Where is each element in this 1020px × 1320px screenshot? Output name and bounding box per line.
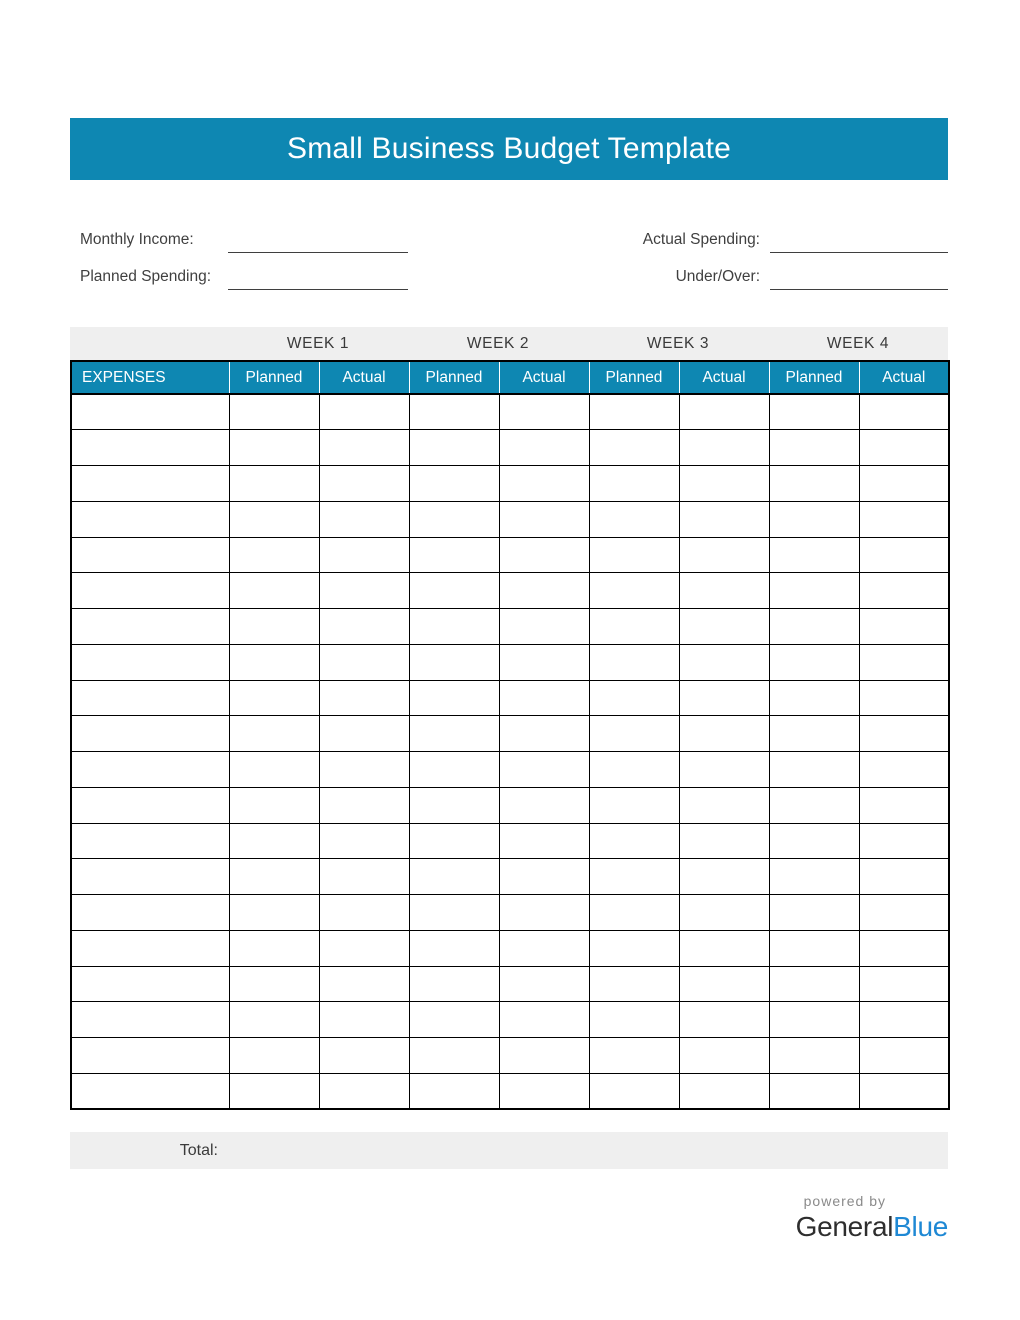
table-row — [71, 609, 949, 645]
week2-planned-header: Planned — [409, 361, 499, 394]
table-row — [71, 501, 949, 537]
amount-cell[interactable] — [679, 1073, 769, 1109]
amount-cell[interactable] — [589, 1073, 679, 1109]
amount-cell[interactable] — [859, 716, 949, 752]
table-row — [71, 823, 949, 859]
amount-cell[interactable] — [319, 966, 409, 1002]
amount-cell[interactable] — [499, 430, 589, 466]
amount-cell[interactable] — [409, 394, 499, 430]
amount-cell[interactable] — [769, 716, 859, 752]
amount-cell[interactable] — [499, 930, 589, 966]
expense-name-cell[interactable] — [71, 823, 229, 859]
week4-planned-header: Planned — [769, 361, 859, 394]
expense-name-cell[interactable] — [71, 930, 229, 966]
expense-name-cell[interactable] — [71, 501, 229, 537]
amount-cell[interactable] — [319, 609, 409, 645]
week3-actual-header: Actual — [679, 361, 769, 394]
amount-cell[interactable] — [499, 1002, 589, 1038]
amount-cell[interactable] — [679, 787, 769, 823]
amount-cell[interactable] — [769, 501, 859, 537]
amount-cell[interactable] — [409, 823, 499, 859]
expense-name-cell[interactable] — [71, 859, 229, 895]
week-4-header: WEEK 4 — [826, 334, 890, 352]
amount-cell[interactable] — [859, 787, 949, 823]
amount-cell[interactable] — [409, 1038, 499, 1074]
amount-cell[interactable] — [229, 787, 319, 823]
amount-cell[interactable] — [859, 823, 949, 859]
amount-cell[interactable] — [679, 609, 769, 645]
amount-cell[interactable] — [769, 859, 859, 895]
expense-name-cell[interactable] — [71, 573, 229, 609]
amount-cell[interactable] — [589, 537, 679, 573]
amount-cell[interactable] — [319, 573, 409, 609]
amount-cell[interactable] — [229, 930, 319, 966]
generalblue-logo — [796, 1193, 948, 1243]
amount-cell[interactable] — [589, 644, 679, 680]
amount-cell[interactable] — [859, 1038, 949, 1074]
amount-cell[interactable] — [859, 501, 949, 537]
amount-cell[interactable] — [589, 859, 679, 895]
amount-cell[interactable] — [679, 930, 769, 966]
page-title: Small Business Budget Template — [286, 132, 732, 165]
week-header-band — [70, 327, 948, 360]
table-row — [71, 716, 949, 752]
amount-cell[interactable] — [589, 466, 679, 502]
amount-cell[interactable] — [229, 430, 319, 466]
week1-actual-header: Actual — [319, 361, 409, 394]
amount-cell[interactable] — [859, 609, 949, 645]
amount-cell[interactable] — [229, 501, 319, 537]
expense-name-cell[interactable] — [71, 430, 229, 466]
amount-cell[interactable] — [319, 895, 409, 931]
amount-cell[interactable] — [229, 466, 319, 502]
budget-table-body — [71, 394, 949, 1109]
amount-cell[interactable] — [859, 537, 949, 573]
amount-cell[interactable] — [499, 680, 589, 716]
amount-cell[interactable] — [499, 466, 589, 502]
week-3-header: WEEK 3 — [646, 334, 710, 352]
expense-name-cell[interactable] — [71, 394, 229, 430]
table-row — [71, 573, 949, 609]
amount-cell[interactable] — [589, 1002, 679, 1038]
amount-cell[interactable] — [229, 644, 319, 680]
amount-cell[interactable] — [769, 787, 859, 823]
amount-cell[interactable] — [409, 752, 499, 788]
amount-cell[interactable] — [769, 680, 859, 716]
expense-name-cell[interactable] — [71, 787, 229, 823]
expense-name-cell[interactable] — [71, 966, 229, 1002]
amount-cell[interactable] — [319, 787, 409, 823]
expense-name-cell[interactable] — [71, 537, 229, 573]
expense-name-cell[interactable] — [71, 1038, 229, 1074]
column-header-row — [71, 361, 949, 394]
amount-cell[interactable] — [229, 394, 319, 430]
amount-cell[interactable] — [319, 930, 409, 966]
table-row — [71, 430, 949, 466]
actual-spending-field[interactable] — [770, 231, 948, 253]
week1-planned-header: Planned — [229, 361, 319, 394]
amount-cell[interactable] — [499, 859, 589, 895]
amount-cell[interactable] — [499, 895, 589, 931]
amount-cell[interactable] — [769, 573, 859, 609]
amount-cell[interactable] — [859, 573, 949, 609]
amount-cell[interactable] — [229, 716, 319, 752]
amount-cell[interactable] — [859, 466, 949, 502]
table-row — [71, 680, 949, 716]
amount-cell[interactable] — [499, 609, 589, 645]
actual-spending-label: Actual Spending: — [642, 231, 760, 248]
amount-cell[interactable] — [769, 1038, 859, 1074]
week3-planned-header: Planned — [589, 361, 679, 394]
table-row — [71, 859, 949, 895]
amount-cell[interactable] — [679, 716, 769, 752]
amount-cell[interactable] — [859, 966, 949, 1002]
amount-cell[interactable] — [499, 716, 589, 752]
amount-cell[interactable] — [499, 823, 589, 859]
amount-cell[interactable] — [499, 752, 589, 788]
total-label: Total: — [179, 1141, 218, 1159]
amount-cell[interactable] — [409, 644, 499, 680]
under-over-field[interactable] — [770, 268, 948, 290]
powered-by-text: powered by — [803, 1193, 887, 1209]
amount-cell[interactable] — [409, 966, 499, 1002]
week4-actual-header: Actual — [859, 361, 949, 394]
amount-cell[interactable] — [769, 537, 859, 573]
amount-cell[interactable] — [769, 430, 859, 466]
amount-cell[interactable] — [409, 1002, 499, 1038]
amount-cell[interactable] — [679, 573, 769, 609]
monthly-income-label: Monthly Income: — [80, 231, 194, 248]
amount-cell[interactable] — [589, 1038, 679, 1074]
amount-cell[interactable] — [409, 859, 499, 895]
amount-cell[interactable] — [409, 573, 499, 609]
amount-cell[interactable] — [769, 1073, 859, 1109]
expense-name-cell[interactable] — [71, 609, 229, 645]
amount-cell[interactable] — [679, 1038, 769, 1074]
amount-cell[interactable] — [229, 895, 319, 931]
amount-cell[interactable] — [409, 537, 499, 573]
amount-cell[interactable] — [409, 466, 499, 502]
amount-cell[interactable] — [859, 1073, 949, 1109]
amount-cell[interactable] — [589, 930, 679, 966]
amount-cell[interactable] — [409, 895, 499, 931]
amount-cell[interactable] — [769, 394, 859, 430]
week-2-header: WEEK 2 — [466, 334, 530, 352]
amount-cell[interactable] — [589, 752, 679, 788]
amount-cell[interactable] — [679, 501, 769, 537]
table-row — [71, 537, 949, 573]
amount-cell[interactable] — [679, 466, 769, 502]
amount-cell[interactable] — [679, 823, 769, 859]
amount-cell[interactable] — [319, 430, 409, 466]
amount-cell[interactable] — [859, 752, 949, 788]
expense-name-cell[interactable] — [71, 716, 229, 752]
amount-cell[interactable] — [859, 680, 949, 716]
amount-cell[interactable] — [679, 1002, 769, 1038]
amount-cell[interactable] — [319, 716, 409, 752]
amount-cell[interactable] — [409, 1073, 499, 1109]
amount-cell[interactable] — [769, 466, 859, 502]
amount-cell[interactable] — [679, 644, 769, 680]
amount-cell[interactable] — [679, 430, 769, 466]
amount-cell[interactable] — [319, 1038, 409, 1074]
title-banner — [70, 118, 948, 180]
amount-cell[interactable] — [319, 859, 409, 895]
amount-cell[interactable] — [229, 573, 319, 609]
expense-name-cell[interactable] — [71, 1002, 229, 1038]
amount-cell[interactable] — [229, 859, 319, 895]
amount-cell[interactable] — [229, 752, 319, 788]
brand-wordmark — [796, 1211, 948, 1243]
planned-spending-label: Planned Spending: — [80, 268, 212, 285]
monthly-income-field[interactable] — [228, 231, 408, 253]
table-row — [71, 787, 949, 823]
amount-cell[interactable] — [589, 966, 679, 1002]
amount-cell[interactable] — [679, 859, 769, 895]
amount-cell[interactable] — [769, 895, 859, 931]
amount-cell[interactable] — [859, 644, 949, 680]
amount-cell[interactable] — [589, 394, 679, 430]
amount-cell[interactable] — [499, 644, 589, 680]
expense-name-cell[interactable] — [71, 895, 229, 931]
table-row — [71, 466, 949, 502]
amount-cell[interactable] — [409, 430, 499, 466]
amount-cell[interactable] — [229, 966, 319, 1002]
amount-cell[interactable] — [679, 752, 769, 788]
amount-cell[interactable] — [499, 787, 589, 823]
amount-cell[interactable] — [229, 823, 319, 859]
amount-cell[interactable] — [229, 1002, 319, 1038]
amount-cell[interactable] — [769, 1002, 859, 1038]
amount-cell[interactable] — [229, 680, 319, 716]
table-row — [71, 930, 949, 966]
amount-cell[interactable] — [679, 966, 769, 1002]
amount-cell[interactable] — [319, 501, 409, 537]
amount-cell[interactable] — [319, 1002, 409, 1038]
under-over-label: Under/Over: — [675, 268, 760, 285]
amount-cell[interactable] — [589, 430, 679, 466]
amount-cell[interactable] — [319, 537, 409, 573]
amount-cell[interactable] — [499, 537, 589, 573]
planned-spending-field[interactable] — [228, 268, 408, 290]
table-row — [71, 895, 949, 931]
amount-cell[interactable] — [589, 573, 679, 609]
amount-cell[interactable] — [499, 573, 589, 609]
amount-cell[interactable] — [859, 1002, 949, 1038]
amount-cell[interactable] — [859, 930, 949, 966]
amount-cell[interactable] — [589, 895, 679, 931]
amount-cell[interactable] — [319, 823, 409, 859]
amount-cell[interactable] — [589, 609, 679, 645]
amount-cell[interactable] — [319, 680, 409, 716]
amount-cell[interactable] — [589, 787, 679, 823]
amount-cell[interactable] — [499, 1038, 589, 1074]
brand-general-text: General — [795, 1211, 894, 1242]
amount-cell[interactable] — [859, 430, 949, 466]
amount-cell[interactable] — [319, 644, 409, 680]
amount-cell[interactable] — [679, 394, 769, 430]
amount-cell[interactable] — [769, 609, 859, 645]
amount-cell[interactable] — [229, 1038, 319, 1074]
amount-cell[interactable] — [499, 501, 589, 537]
amount-cell[interactable] — [589, 823, 679, 859]
expense-name-cell[interactable] — [71, 680, 229, 716]
table-row — [71, 394, 949, 430]
amount-cell[interactable] — [769, 644, 859, 680]
amount-cell[interactable] — [769, 966, 859, 1002]
amount-cell[interactable] — [409, 680, 499, 716]
amount-cell[interactable] — [679, 895, 769, 931]
amount-cell[interactable] — [319, 394, 409, 430]
amount-cell[interactable] — [319, 752, 409, 788]
total-band — [70, 1132, 948, 1169]
table-row — [71, 1038, 949, 1074]
amount-cell[interactable] — [589, 716, 679, 752]
table-row — [71, 1073, 949, 1109]
amount-cell[interactable] — [409, 501, 499, 537]
expense-name-cell[interactable] — [71, 752, 229, 788]
week-1-header: WEEK 1 — [286, 334, 350, 352]
table-row — [71, 644, 949, 680]
budget-table — [70, 360, 950, 1110]
amount-cell[interactable] — [229, 1073, 319, 1109]
amount-cell[interactable] — [499, 966, 589, 1002]
amount-cell[interactable] — [409, 609, 499, 645]
amount-cell[interactable] — [769, 752, 859, 788]
amount-cell[interactable] — [319, 466, 409, 502]
amount-cell[interactable] — [409, 716, 499, 752]
week2-actual-header: Actual — [499, 361, 589, 394]
expense-name-cell[interactable] — [71, 644, 229, 680]
amount-cell[interactable] — [229, 609, 319, 645]
amount-cell[interactable] — [499, 394, 589, 430]
amount-cell[interactable] — [589, 501, 679, 537]
amount-cell[interactable] — [409, 787, 499, 823]
expense-name-cell[interactable] — [71, 1073, 229, 1109]
amount-cell[interactable] — [859, 394, 949, 430]
amount-cell[interactable] — [769, 930, 859, 966]
amount-cell[interactable] — [679, 537, 769, 573]
expense-name-cell[interactable] — [71, 466, 229, 502]
table-row — [71, 966, 949, 1002]
amount-cell[interactable] — [319, 1073, 409, 1109]
amount-cell[interactable] — [859, 895, 949, 931]
amount-cell[interactable] — [679, 680, 769, 716]
expenses-column-header: EXPENSES — [71, 361, 229, 394]
table-row — [71, 752, 949, 788]
amount-cell[interactable] — [229, 537, 319, 573]
table-row — [71, 1002, 949, 1038]
amount-cell[interactable] — [769, 823, 859, 859]
brand-blue-text: Blue — [893, 1211, 948, 1242]
amount-cell[interactable] — [499, 1073, 589, 1109]
amount-cell[interactable] — [409, 930, 499, 966]
amount-cell[interactable] — [859, 859, 949, 895]
amount-cell[interactable] — [589, 680, 679, 716]
